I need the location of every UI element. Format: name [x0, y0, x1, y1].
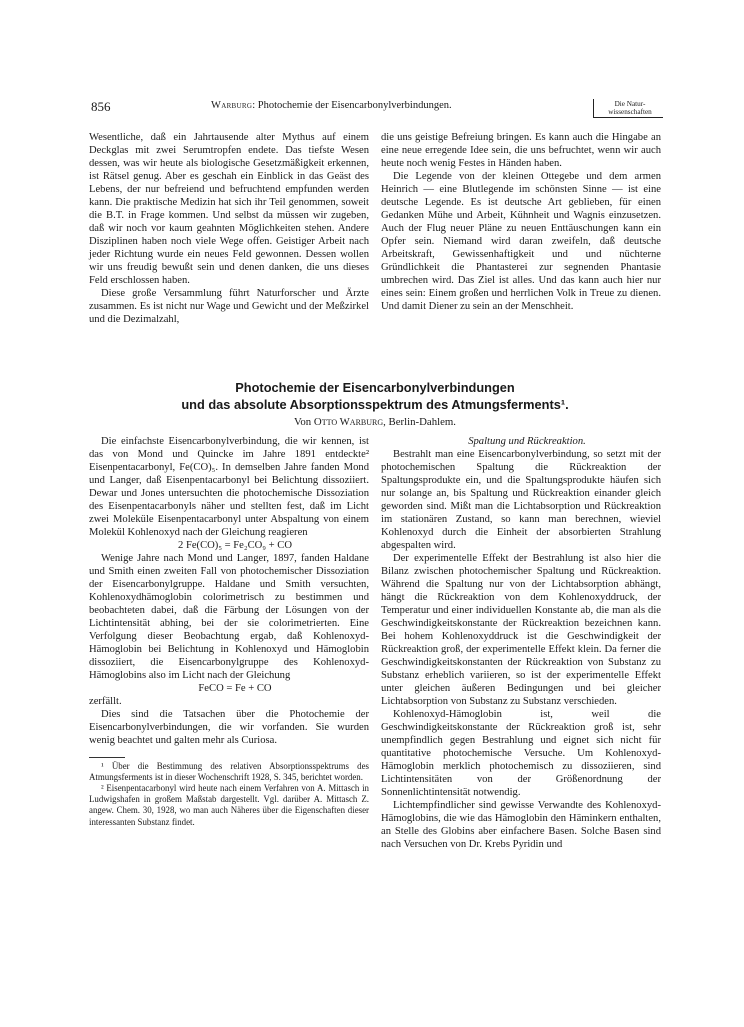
running-author: Warburg	[211, 100, 253, 111]
equation: FeCO = Fe + CO	[198, 682, 272, 694]
article-left-column	[89, 436, 369, 828]
byline-affiliation: , Berlin-Dahlem.	[383, 416, 456, 428]
journal-name-box	[593, 99, 663, 118]
paragraph: Diese große Versammlung führt Naturforscher und Ärzte zusammen. Es ist nicht nur Wage und Gewicht und der Meßzirkel und die Dezimalzahl,	[89, 287, 369, 325]
paragraph: die uns geistige Befreiung bringen. Es kann auch die Hingabe an eine neue erregende Idee sein, die uns befruchtet, wenn wir auch heute noch wenig Festes in Händen haben.	[381, 132, 661, 169]
section-heading: Spaltung und Rückreaktion.	[468, 436, 586, 447]
previous-article-left-column	[89, 132, 369, 327]
paragraph: Der experimentelle Effekt der Bestrahlung ist also hier die Bilanz zwischen photochemischer Spaltung und Rückreaktion. Während die Spaltung nur von der Lichtabsorption abhängt, hängt die Rückreaktion von dem Kohlenoxyddruck, der Temperatur und einer individuellen Konstante ab, die man als die Geschwindigkeitskonstante der Rückreaktion bezeichnen kann. Bei hohem Kohlenoxyddruck ist die Geschwindigkeit der Rückreaktion groß, der experimentelle Effekt klein. Da ferner die Geschwindigkeitskonstanten der Rückreaktion von Substanz zu Substanz erheblich variieren, so ist der experimentelle Effekt unter gleichen äußeren Bedingungen und bei gleicher Lichtabsorption von Substanz zu Substanz verschieden.	[381, 552, 661, 707]
paragraph: zerfällt.	[89, 695, 122, 707]
paragraph: Kohlenoxyd-Hämoglobin ist, weil die Geschwindigkeitskonstante der Rückreaktion groß ist, sehr unempfindlich gegen Bestrahlung und eignet sich nicht für quantitative photochemische Versuche. Um Kohlenoxyd-Hämoglobin merklich photochemisch zu dissoziieren, sind Lichtintensitäten von der Größenordnung der Sonnenlichtintensität notwendig.	[381, 708, 661, 798]
equation: 2 Fe(CO)₅ = Fe₂CO₉ + CO	[178, 539, 292, 551]
article-title	[89, 379, 661, 413]
paragraph: Wesentliche, daß ein Jahrtausende alter Mythus auf einem Deckglas mit zwei Serumtropfen endete. Das tiefste Wesen dessen, was wir heute als biologische Gesetzmäßigkeit erkennen, ist Rätsel genug. Aber es geschah ein Einblick in das Geäst des Lebens, der nur befreiend und befruchtend empfunden werden kann. Die praktische Medizin hat sich ihr Teil genommen, soweit die B.T. in Frage kommen. Und selbst da müssen wir zugeben, daß wir noch vor kaum geahnten Möglichkeiten stehen. Andere Disziplinen haben noch viele Wege offen. Geistiger Arbeit nach jeder Richtung wurde ein neues Feld gewonnen. Dessen wollen wir uns freudig bewußt sein und denen danken, die uns dieses Feld erschlossen haben.	[89, 132, 369, 286]
byline-prefix: Von	[293, 416, 314, 428]
article-title-line1: Photochemie der Eisencarbonylverbindungen	[235, 380, 515, 395]
previous-article-right-column	[381, 132, 661, 314]
paragraph: Wenige Jahre nach Mond und Langer, 1897, fanden Haldane und Smith einen zweiten Fall von photochemischer Dissoziation der Eisencarbonylgruppe. Haldane und Smith versuchten, Kohlenoxydhämoglobin colorimetrisch zu bestimmen und beobachteten dabei, daß die Färbung der Lösungen von der Lichtintensität abhing, bei der sie colorimetrierten. Eine Verfolgung dieser Beobachtung ergab, daß Kohlenoxyd-Hämoglobin bei Belichtung in Kohlenoxyd und Hämoglobin dissoziiert, die Eisencarbonylgruppe des Kohlenoxyd-Hämoglobins also im Licht nach der Gleichung	[89, 552, 369, 681]
footnote: ¹ Über die Bestimmung des relativen Absorptionsspektrums des Atmungsferments ist in dieser Wochenschrift 1928, S. 345, berichtet worden.	[89, 760, 369, 782]
running-header	[91, 99, 663, 121]
paragraph: Dies sind die Tatsachen über die Photochemie der Eisencarbonylverbindungen, die wir vorfanden. Sie wurden wenig beachtet und galten mehr als Curiosa.	[89, 708, 369, 746]
paragraph: Bestrahlt man eine Eisencarbonylverbindung, so setzt mit der photochemischen Spaltung die Rückreaktion der Spaltungsprodukte ein, und die Spaltungsprodukte häufen sich nur solange an, bis Spaltung und Rückreaktion einander gleich geworden sind. Mißt man die Lichtabsorption und Rückreaktion im stationären Zustand, so kann man berechnen, wieviel Kohlenoxyd durch die Einheit der absorbierten Strahlung abgespalten wird.	[381, 448, 661, 551]
footnotes	[89, 761, 369, 828]
article-right-column	[381, 436, 661, 852]
article-byline	[89, 416, 661, 428]
paragraph: Lichtempfindlicher sind gewisse Verwandte des Kohlenoxyd-Hämoglobins, die wie das Hämoglobin den Häminkern enthalten, an Stelle des Globins aber einfachere Basen. Solche Basen sind nach Versuchen von Dr. Krebs Pyridin und	[381, 799, 661, 850]
footnote: ² Eisenpentacarbonyl wird heute nach einem Verfahren von A. Mittasch in Ludwigshafen in großem Maßstab dargestellt. Vgl. darüber A. Mittasch Z. angew. Chem. 30, 1928, wo man auch Näheres über die Eigenschaften dieser interessanten Substanz findet.	[89, 783, 369, 827]
running-title-text: : Photochemie der Eisencarbonylverbindungen.	[252, 100, 452, 111]
running-title	[211, 100, 452, 111]
byline-author: Otto Warburg	[313, 416, 384, 428]
journal-name-line1: Die Natur-	[614, 100, 646, 108]
article-title-line2: und das absolute Absorptionsspektrum des Atmungsferments¹.	[181, 397, 569, 412]
paragraph: Die einfachste Eisencarbonylverbindung, die wir kennen, ist das von Mond und Quincke im Jahre 1891 entdeckte² Eisenpentacarbonyl, Fe(CO)₅. In demselben Jahre fanden Mond und Langer, daß Eisenpentacarbonyl bei Belichtung dissoziiert. Dewar und Jones untersuchten die photochemische Dissoziation des Eisenpentacarbonyls näher und stellten fest, daß im Licht zwei Moleküle Eisenpentacarbonyl unter Abspaltung von einem Molekül Kohlenoxyd nach der Gleichung reagieren	[89, 436, 369, 538]
page-number: 856	[91, 99, 111, 114]
footnote-divider	[89, 757, 125, 758]
paragraph: Die Legende von der kleinen Ottegebe und dem armen Heinrich — eine Blutlegende im schönsten Sinne — ist eine deutsche Legende. Es ist deutsche Art geblieben, für einen Gedanken Mühe und Arbeit, Kühnheit und Wagnis einzusetzen. Auch der Flug neuer Pläne zu neuen Enttäuschungen kann ein Opfer sein. Niemand wird daran zweifeln, daß deutsche Arbeitskraft, Gewissenhaftigkeit und und nüchterne Gründlichkeit die Phantasterei zur segnenden Phantasie umbrechen wird. Das Ziel ist alles. Und das kann auch hier nur eines sein: Einem großen und herrlichen Volk in Treue zu dienen. Und damit Diener zu sein an der Menschheit.	[381, 170, 661, 312]
journal-name-line2: wissenschaften	[608, 108, 652, 116]
